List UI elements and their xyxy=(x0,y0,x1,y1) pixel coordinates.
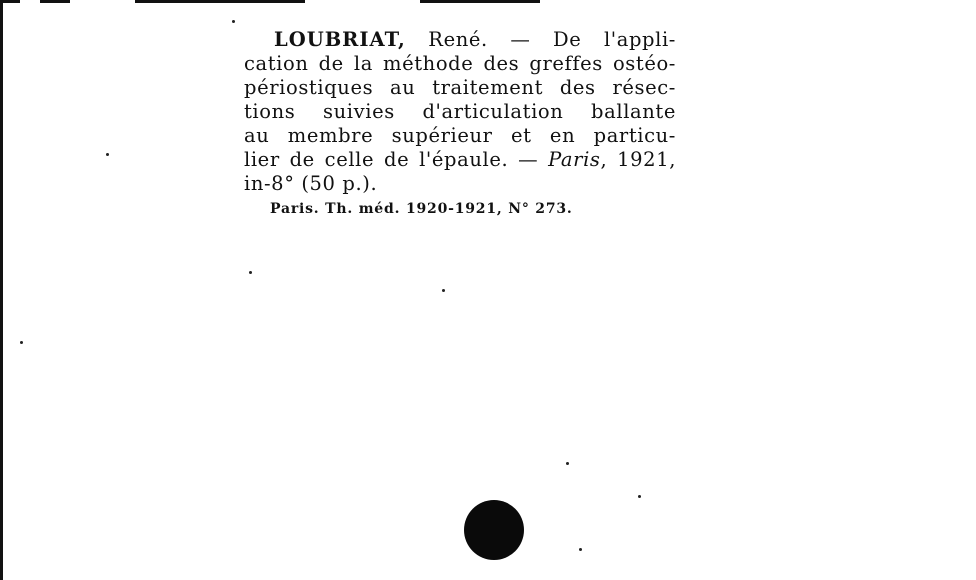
thesis-note: Paris. Th. méd. 1920-1921, N° 273. xyxy=(270,201,573,217)
scan-edge xyxy=(135,0,305,3)
speck xyxy=(442,289,445,292)
scan-edge xyxy=(40,0,70,3)
title-text: lier de celle de l'épaule. — xyxy=(244,148,549,171)
entry-line: tions suivies d'articulation ballante xyxy=(244,100,676,123)
scan-edge xyxy=(0,0,20,3)
author-first-name: René. xyxy=(405,28,488,51)
bibliographic-entry xyxy=(244,28,676,196)
author-name: LOUBRIAT, xyxy=(274,28,406,51)
punch-hole xyxy=(464,500,524,560)
title-text: — De l'appli- xyxy=(487,28,676,51)
entry-line xyxy=(244,28,676,52)
speck xyxy=(232,20,235,23)
publication-year: , 1921, xyxy=(600,148,676,171)
publication-place: Paris xyxy=(548,148,601,171)
format-line: in-8° (50 p.). xyxy=(244,172,378,195)
scan-edge xyxy=(420,0,540,3)
entry-line: au membre supérieur et en particu- xyxy=(244,124,676,147)
speck xyxy=(638,495,641,498)
speck xyxy=(249,271,252,274)
entry-line: cation de la méthode des greffes ostéo- xyxy=(244,52,676,75)
entry-line: périostiques au traitement des résec- xyxy=(244,76,676,99)
scan-edge xyxy=(0,0,3,580)
speck xyxy=(20,341,23,344)
entry-line xyxy=(244,148,676,172)
speck xyxy=(566,462,569,465)
speck xyxy=(106,153,109,156)
speck xyxy=(579,548,582,551)
